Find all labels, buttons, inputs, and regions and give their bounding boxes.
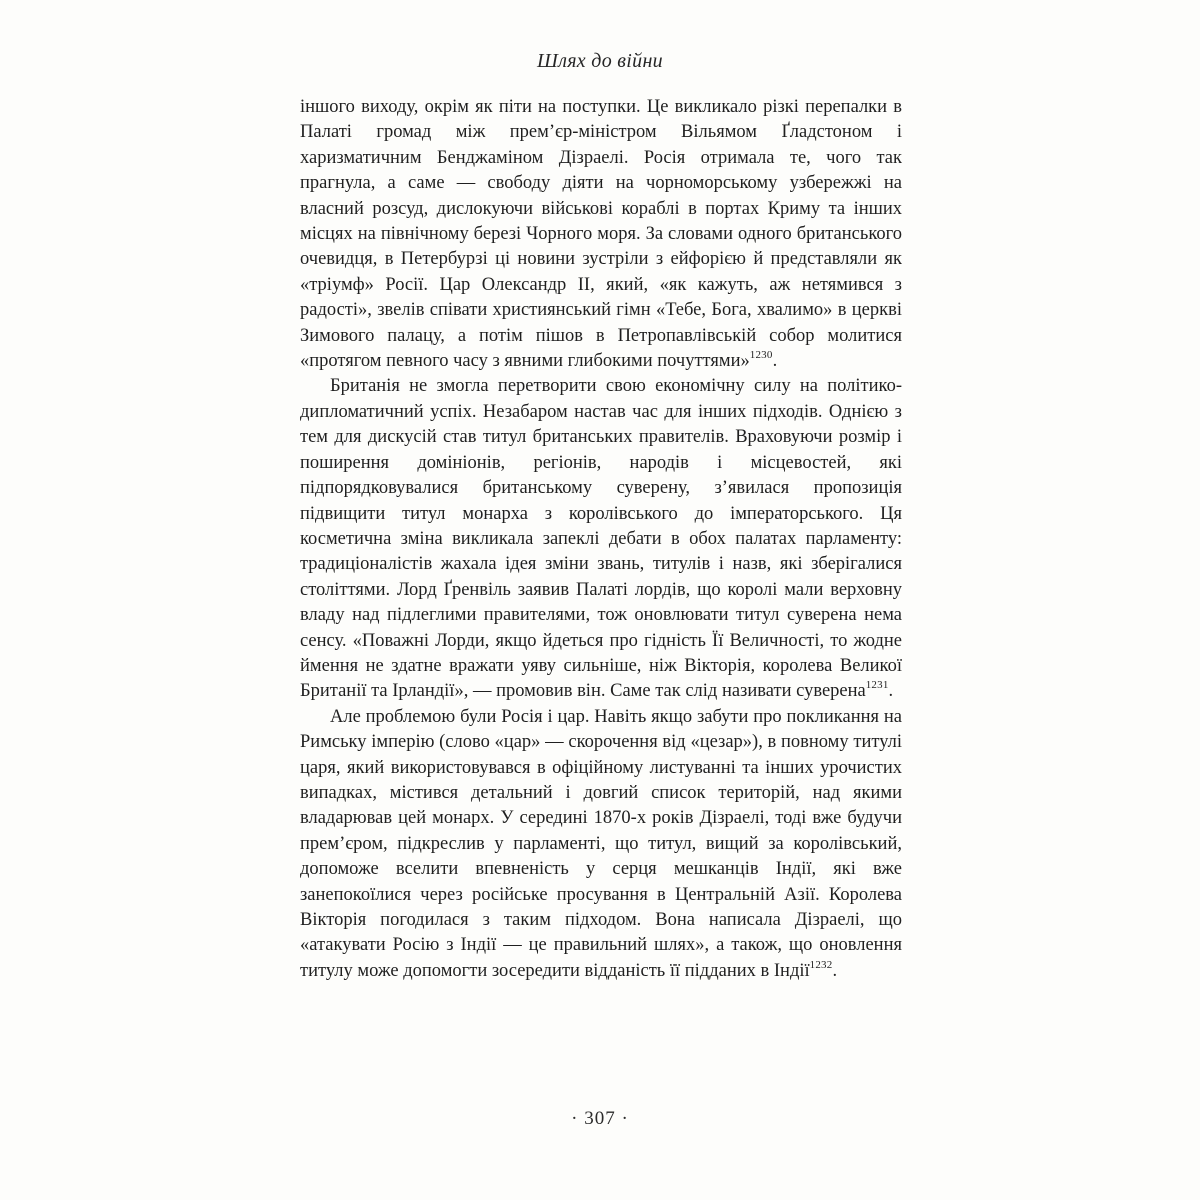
page-number: · 307 · <box>571 1108 629 1129</box>
sentence-period: . <box>832 960 838 981</box>
paragraph-text: іншого виходу, окрім як піти на поступки. Це викликало різкі перепалки в Палаті громад між прем’єр-міністром Вільямом Ґладстоном і харизматичним Бенджаміном Дізраелі. Росія отримала те, чого так прагнула, а саме — свободу діяти на чорноморському узбережжі на власний розсуд, дислокуючи військові кораблі в портах Криму та інших місцях на північному березі Чорного моря. За словами одного британського очевидця, в Петербурзі ці новини зустріли з ейфорією й представляли як «тріумф» Росії. Цар Олександр II, який, «як кажуть, аж нетямився з радості», звелів співати християнський гімн «Тебе, Бога, хвалимо» в церкві Зимового палацу, а потім пішов в Петропавлівській собор молитися «протягом певного часу з явними глибокими почуттями» <box>300 97 902 372</box>
paragraph-text: Але проблемою були Росія і цар. Навіть якщо забути про покликання на Римську імперію (слово «цар» — скорочення від «цезар»), в повному титулі царя, який використовувався в офіційному листуванні та інших урочистих випадках, містився детальний і довгий список територій, над якими владарював цей монарх. У середині 1870-х років Дізраелі, тоді вже будучи прем’єром, підкреслив у парламенті, що титул, вищий за королівський, допоможе вселити впевненість у серця мешканців Індії, які вже занепокоїлися через російське просування в Центральній Азії. Королева Вікторія погодилася з таким підходом. Вона написала Дізраелі, що «атакувати Росію з Індії — це правильний шлях», а також, що оновлення титулу може допомогти зосередити відданість її підданих в Індії <box>300 706 902 981</box>
footnote-reference-1231: 1231 <box>865 679 889 692</box>
footnote-reference-1232: 1232 <box>809 958 833 971</box>
body-paragraph-2 <box>300 374 902 704</box>
sentence-period: . <box>888 681 894 702</box>
paragraph-text: Британія не змогла перетворити свою економічну силу на політико-дипломатичний успіх. Незабаром настав час для інших підходів. Однією з тем для дискусій став титул британських правителів. Враховуючи розмір і поширення домініонів, регіонів, народів і місцевостей, які підпорядковувалися британському суверену, з’явилася пропозиція підвищити титул монарха з королівського до імператорського. Ця косметична зміна викликала запеклі дебати в обох палатах парламенту: традиціоналістів жахала ідея зміни звань, титулів і назв, які зберігалися століттями. Лорд Ґренвіль заявив Палаті лордів, що королі мали верховну владу над підлеглими правителями, тож оновлювати титул суверена нема сенсу. «Поважні Лорди, якщо йдеться про гідність Її Величності, то жодне ймення не здатне вражати уяву сильніше, ніж Вікторія, королева Великої Британії та Ірландії», — промовив він. Саме так слід називати суверена <box>300 376 902 702</box>
running-head: Шлях до війни <box>537 50 663 72</box>
body-paragraph-3 <box>300 705 902 984</box>
sentence-period: . <box>772 351 778 372</box>
footnote-reference-1230: 1230 <box>749 348 773 361</box>
body-paragraph-1 <box>300 95 902 374</box>
text-block <box>300 95 902 984</box>
